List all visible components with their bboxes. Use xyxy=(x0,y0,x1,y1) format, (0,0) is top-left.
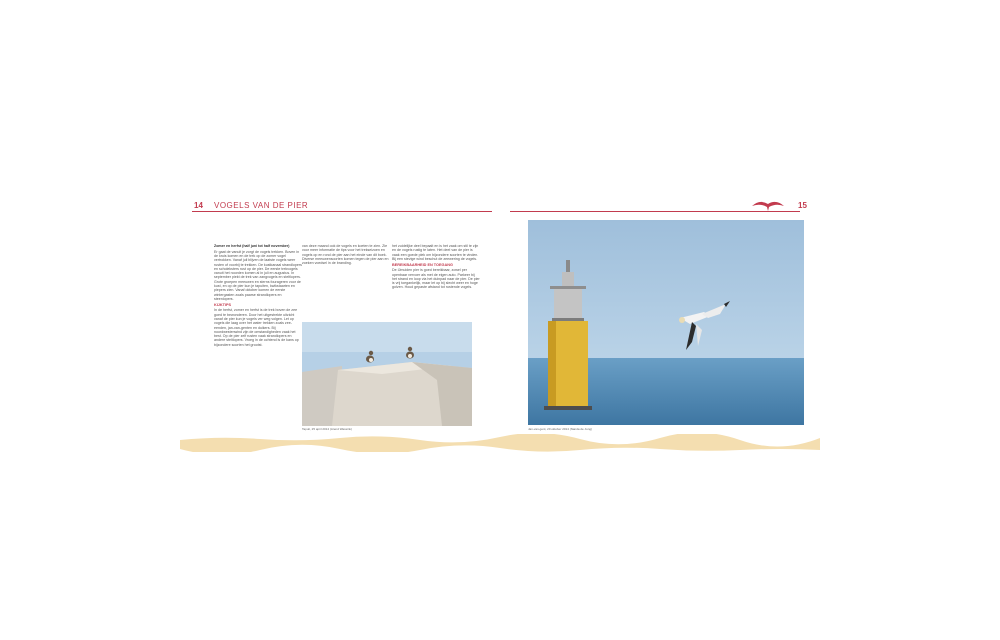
paragraph: Er gaat de vanuit je zorgt de vogels trekken. Boven in de kruis komen en de trek op de zomer vogel vertrokken. Vanaf juli blijven de laatste vogels weer rusten of voorbij te trekken. De kustkanaal strandlopers en scholeksters rust op de pier. De eerste trekvogels vanuit het noorden komen al in juli en augustus. In september piekt de trek van zangvogels en steltlopers. Grote groepen meeuwen en sterns fourageren voor de kust, en op de pier kun je tapuiten, kwikstaarten en piepers zien. Vanaf oktober komen de eerste wintergasten zoals paarse strandlopers en steenlopers. xyxy=(214,249,302,301)
paragraph: van deze maand ook de vogels en koeten te zien. Zie voor meer informatie de tips voor het trekseizoen en vogels op en rond de pier aan het einde van dit boek. Diverse meeuwensoorten komen tegen de pier aan en zoeken voedsel in de branding. xyxy=(302,244,389,266)
sand-strip-decoration xyxy=(180,434,820,452)
section-heading: BEREIKBAARHEID EN TOEGANG xyxy=(392,262,453,267)
paragraph: De IJmuiden pier is goed bereikbaar, zowel per openbaar vervoer als met de eigen auto. Parkeer bij het strand en loop via het duinpad naar de pier. De pier is vrij toegankelijk, maar let op bij slecht weer en hoge golven. Houd gepaste afstand tot rustende vogels. xyxy=(392,268,480,290)
photo-birds-on-concrete xyxy=(302,322,472,426)
photo-lighthouse-gannet xyxy=(528,220,804,425)
paragraph: In de herfst, zomer en herfst is de trek boven de zee goed te bewonderen. Door het uitgestrekte uitzicht vanaf de pier kun je vogels ver weg volgen. Let op vogels die laag over het water trekken zoals zee-eenden, jan-van-genten en duikers. Bij noordwestenwind zijn de omstandigheden vaak het best. Op de pier zelf rusten vaak strandlopers en andere steltlopers. Vroeg in de ochtend is de kans op bijzondere soorten het grootst. xyxy=(214,308,299,347)
lead-heading: Zomer en herfst (half juni tot half november) xyxy=(214,244,290,248)
bird-logo-icon xyxy=(748,196,788,214)
photo-caption: Tapuit, 25 april 2014 (Arend Wassink) xyxy=(302,427,352,431)
magazine-spread xyxy=(180,196,820,456)
photo-caption: Jan-van-gent, 20 oktober 2014 (Nanda de Jong) xyxy=(528,427,593,431)
header-rule-left xyxy=(192,211,492,212)
page-number-left: 14 xyxy=(194,201,203,210)
paragraph: het zuidelijke deel bepaalt en is het zaak om stil te zijn en de vogels rustig te laten. Het deel van de pier is vaak een goede plek om bijzondere soorten te vinden. Bij een stevige wind beschut de zeewering de vogels. xyxy=(392,244,479,261)
page-number-right: 15 xyxy=(798,201,807,210)
text-column-2 xyxy=(302,244,390,267)
text-column-3 xyxy=(392,244,480,291)
section-heading: KIJKTIPS xyxy=(214,302,232,307)
text-column-1 xyxy=(214,244,302,348)
page-title: VOGELS VAN DE PIER xyxy=(214,201,309,210)
